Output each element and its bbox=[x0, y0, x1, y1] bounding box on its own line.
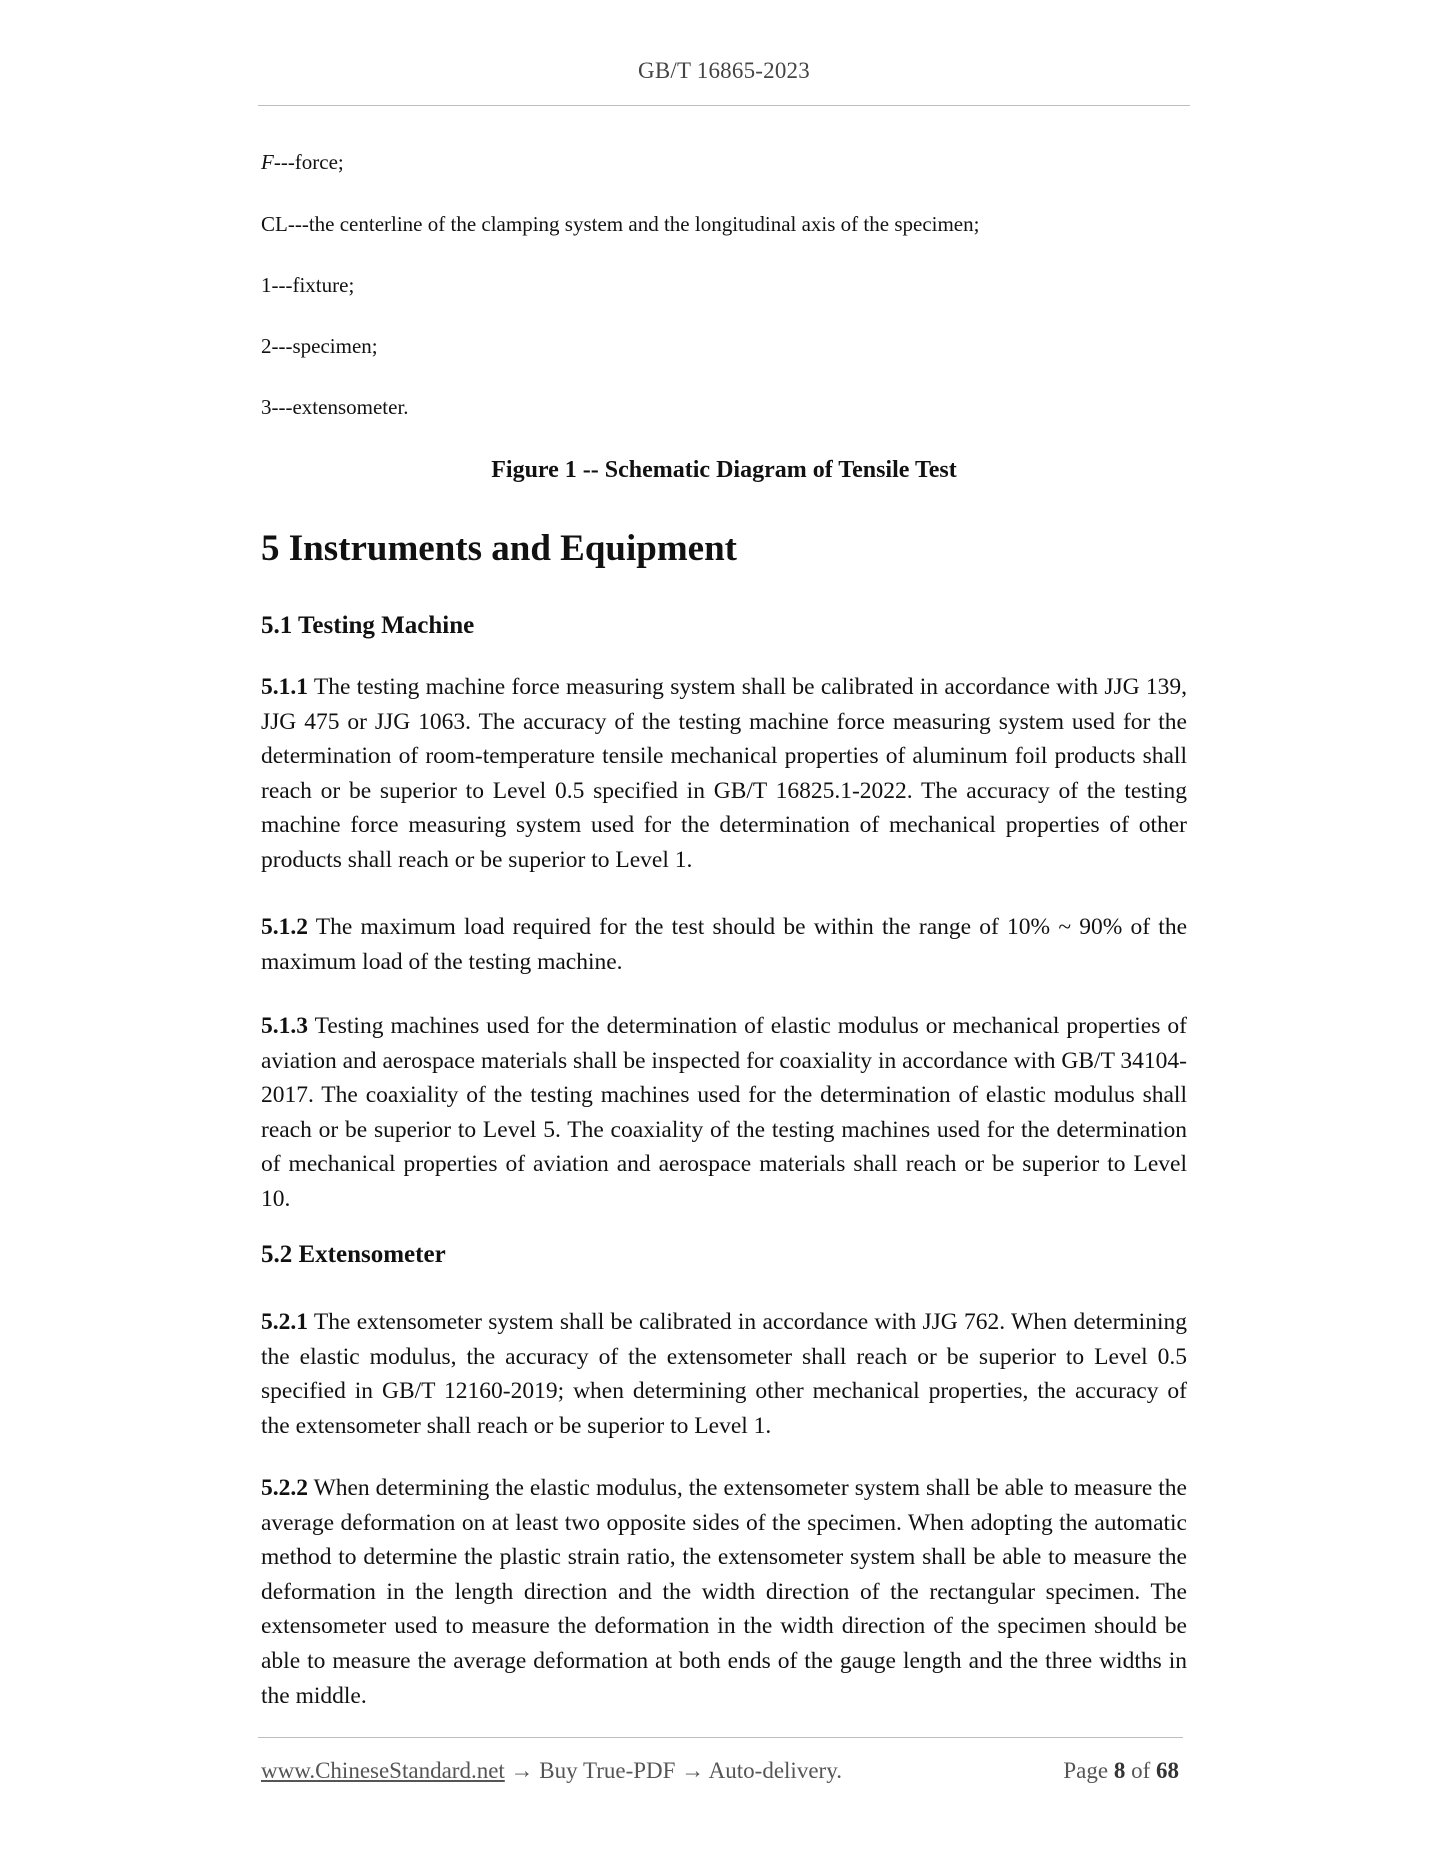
clause-text: The testing machine force measuring system shall be calibrated in accordance with JJG 139, JJG 475 or JJG 1063. The accuracy of the testing machine force measuring system used for the determination of room-temperature tensile mechanical properties of aluminum foil products shall reach or be superior to Level 0.5 specified in GB/T 16825.1-2022. The accuracy of the testing machine force measuring system used for the determination of mechanical properties of other products shall reach or be superior to Level 1. bbox=[261, 674, 1187, 873]
section-5-heading: 5 Instruments and Equipment bbox=[261, 528, 737, 569]
footer-divider bbox=[258, 1737, 1183, 1738]
of-label: of bbox=[1125, 1758, 1156, 1783]
legend-force-text: ---force; bbox=[273, 150, 344, 174]
legend-force-symbol: F bbox=[261, 150, 274, 174]
clause-text: When determining the elastic modulus, the extensometer system shall be able to measure the average deformation on at least two opposite sides of the specimen. When adopting the automatic method to determine the plastic strain ratio, the extensometer system shall be able to measure the deformation in the length direction and the width direction of the rectangular specimen. The extensometer used to measure the deformation in the width direction of the specimen should be able to measure the average deformation at both ends of the gauge length and the three widths in the middle. bbox=[261, 1475, 1187, 1709]
clause-number: 5.2.2 bbox=[261, 1475, 308, 1501]
header-divider bbox=[258, 105, 1190, 106]
footer-promo bbox=[261, 1758, 842, 1784]
document-id-header: GB/T 16865-2023 bbox=[638, 58, 810, 83]
current-page-number: 8 bbox=[1113, 1758, 1126, 1783]
clause-5-1-3 bbox=[261, 1009, 1187, 1217]
page-indicator bbox=[1063, 1758, 1179, 1784]
page-label: Page bbox=[1063, 1758, 1114, 1783]
clause-5-1-2 bbox=[261, 910, 1187, 979]
legend-item-specimen: 2---specimen; bbox=[261, 334, 378, 358]
legend-item-extensometer: 3---extensometer. bbox=[261, 395, 409, 419]
legend-item-fixture: 1---fixture; bbox=[261, 273, 355, 297]
clause-5-2-1 bbox=[261, 1305, 1187, 1443]
clause-number: 5.1.3 bbox=[261, 1013, 308, 1039]
buy-pdf-text: Buy True-PDF bbox=[539, 1758, 676, 1783]
arrow-right-icon: → bbox=[675, 1758, 709, 1783]
clause-number: 5.2.1 bbox=[261, 1309, 308, 1335]
auto-delivery-text: Auto-delivery. bbox=[708, 1758, 842, 1783]
figure-caption: Figure 1 -- Schematic Diagram of Tensile Test bbox=[491, 457, 957, 483]
section-5-2-heading: 5.2 Extensometer bbox=[261, 1241, 446, 1268]
clause-text: Testing machines used for the determination of elastic modulus or mechanical properties of aviation and aerospace materials shall be inspected for coaxiality in accordance with GB/T 34104-2017. The coaxiality of the testing machines used for the determination of elastic modulus shall reach or be superior to Level 5. The coaxiality of the testing machines used for the determination of mechanical properties of aviation and aerospace materials shall reach or be superior to Level 10. bbox=[261, 1013, 1187, 1212]
clause-number: 5.1.1 bbox=[261, 674, 308, 700]
website-link[interactable]: www.ChineseStandard.net bbox=[261, 1758, 505, 1783]
section-5-1-heading: 5.1 Testing Machine bbox=[261, 612, 475, 639]
clause-5-1-1 bbox=[261, 670, 1187, 878]
clause-text: The extensometer system shall be calibrated in accordance with JJG 762. When determining the elastic modulus, the accuracy of the extensometer shall reach or be superior to Level 0.5 specified in GB/T 12160-2019; when determining other mechanical properties, the accuracy of the extensometer shall reach or be superior to Level 1. bbox=[261, 1309, 1187, 1439]
clause-5-2-2 bbox=[261, 1471, 1187, 1713]
clause-text: The maximum load required for the test should be within the range of 10% ~ 90% of the maximum load of the testing machine. bbox=[261, 914, 1187, 975]
legend-force bbox=[261, 150, 344, 175]
legend-centerline: CL---the centerline of the clamping system and the longitudinal axis of the specimen; bbox=[261, 212, 980, 236]
clause-number: 5.1.2 bbox=[261, 914, 308, 940]
total-pages-number: 68 bbox=[1156, 1758, 1179, 1783]
arrow-right-icon: → bbox=[504, 1758, 540, 1783]
